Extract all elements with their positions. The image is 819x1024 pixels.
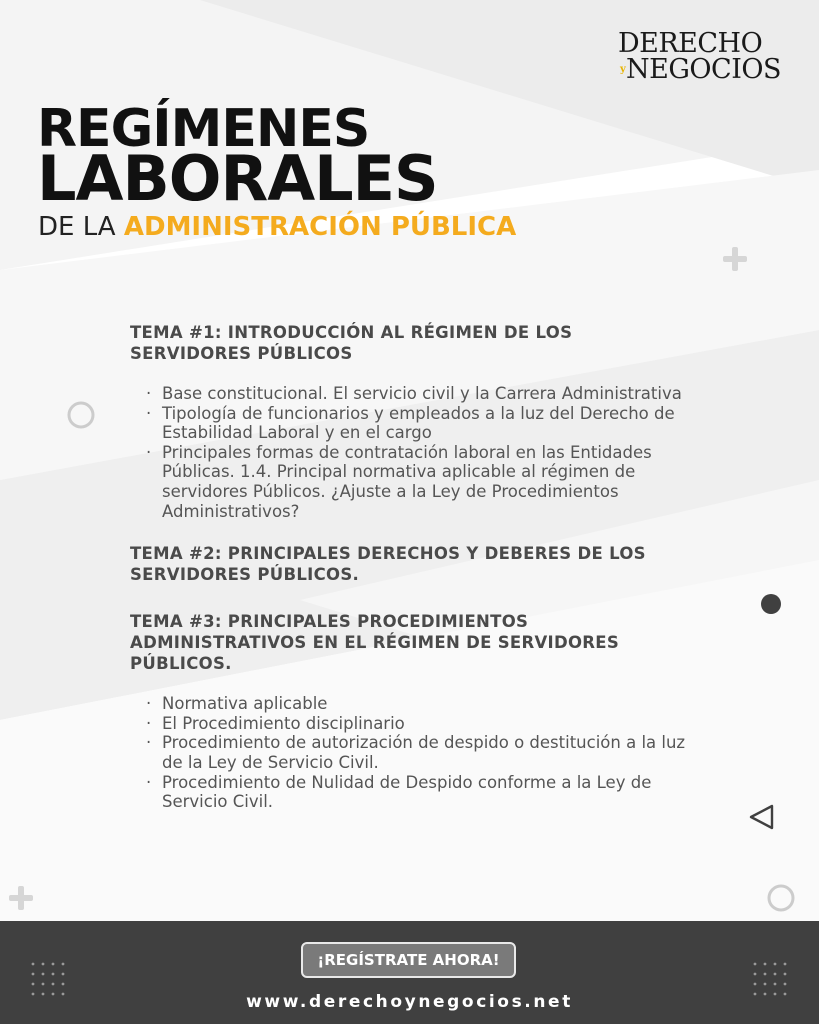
list-item bbox=[130, 694, 690, 714]
list-item-text: Procedimiento de autorización de despido o destitución a la luz de la Ley de Servicio Civil. bbox=[162, 733, 686, 772]
bullet-icon: · bbox=[146, 772, 152, 792]
bullet-icon: · bbox=[146, 694, 152, 714]
footer-bar bbox=[0, 921, 819, 1024]
bullet-icon: · bbox=[146, 733, 152, 753]
dot-grid-icon-right bbox=[752, 961, 792, 1001]
plus-icon-top-right bbox=[721, 245, 749, 277]
list-item bbox=[130, 404, 690, 443]
brand-logo bbox=[618, 30, 788, 83]
logo-connector: y bbox=[620, 64, 626, 75]
list-item bbox=[130, 714, 690, 734]
list-item-text: El Procedimiento disciplinario bbox=[162, 713, 405, 733]
list-item-text: Normativa aplicable bbox=[162, 694, 328, 714]
tema-1-heading: TEMA #1: INTRODUCCIÓN AL RÉGIMEN DE LOS SERVIDORES PÚBLICOS bbox=[130, 323, 573, 363]
list-item bbox=[130, 384, 690, 404]
logo-line1: DERECHO bbox=[618, 28, 763, 59]
list-item-text: Tipología de funcionarios y empleados a la luz del Derecho de Estabilidad Laboral y en el cargo bbox=[162, 403, 675, 443]
tema-2-heading: TEMA #2: PRINCIPALES DERECHOS Y DEBERES DE LOS SERVIDORES PÚBLICOS. bbox=[130, 544, 646, 585]
title-line2: LABORALES bbox=[37, 142, 438, 215]
register-now-button[interactable]: ¡REGÍSTRATE AHORA! bbox=[301, 942, 516, 978]
dot-icon-right bbox=[760, 593, 782, 619]
tema-1-list bbox=[130, 384, 690, 521]
list-item-text: Procedimiento de Nulidad de Despido conforme a la Ley de Servicio Civil. bbox=[162, 772, 652, 812]
title-line1: REGÍMENES bbox=[37, 99, 370, 159]
tema-3-heading: TEMA #3: PRINCIPALES PROCEDIMIENTOS ADMINISTRATIVOS EN EL RÉGIMEN DE SERVIDORES PÚBLICOS. bbox=[130, 612, 620, 674]
list-item bbox=[130, 773, 690, 812]
website-link[interactable]: www.derechoynegocios.net bbox=[246, 992, 573, 1012]
subtitle-prefix: DE LA bbox=[38, 212, 116, 242]
list-item-text: Principales formas de contratación laboral en las Entidades Públicas. 1.4. Principal normativa aplicable al régimen de servidores Públicos. ¿Ajuste a la Ley de Procedimientos Administrativos? bbox=[162, 442, 652, 521]
list-item bbox=[130, 733, 690, 772]
subtitle-accent: ADMINISTRACIÓN PÚBLICA bbox=[123, 212, 517, 242]
bullet-icon: · bbox=[146, 403, 152, 423]
list-item-text: Base constitucional. El servicio civil y la Carrera Administrativa bbox=[162, 384, 682, 403]
triangle-icon-right bbox=[748, 803, 776, 835]
ring-icon-left bbox=[66, 400, 96, 434]
bullet-icon: · bbox=[146, 713, 152, 733]
tema-3-list bbox=[130, 694, 690, 812]
logo-line2: NEGOCIOS bbox=[626, 54, 781, 85]
ring-icon-bottom-right bbox=[766, 883, 796, 917]
plus-icon-bottom-left bbox=[7, 884, 35, 916]
bullet-icon: · bbox=[146, 442, 152, 462]
course-content bbox=[130, 322, 690, 834]
list-item bbox=[130, 443, 690, 521]
bullet-icon: · bbox=[146, 384, 152, 403]
subtitle bbox=[38, 214, 516, 240]
